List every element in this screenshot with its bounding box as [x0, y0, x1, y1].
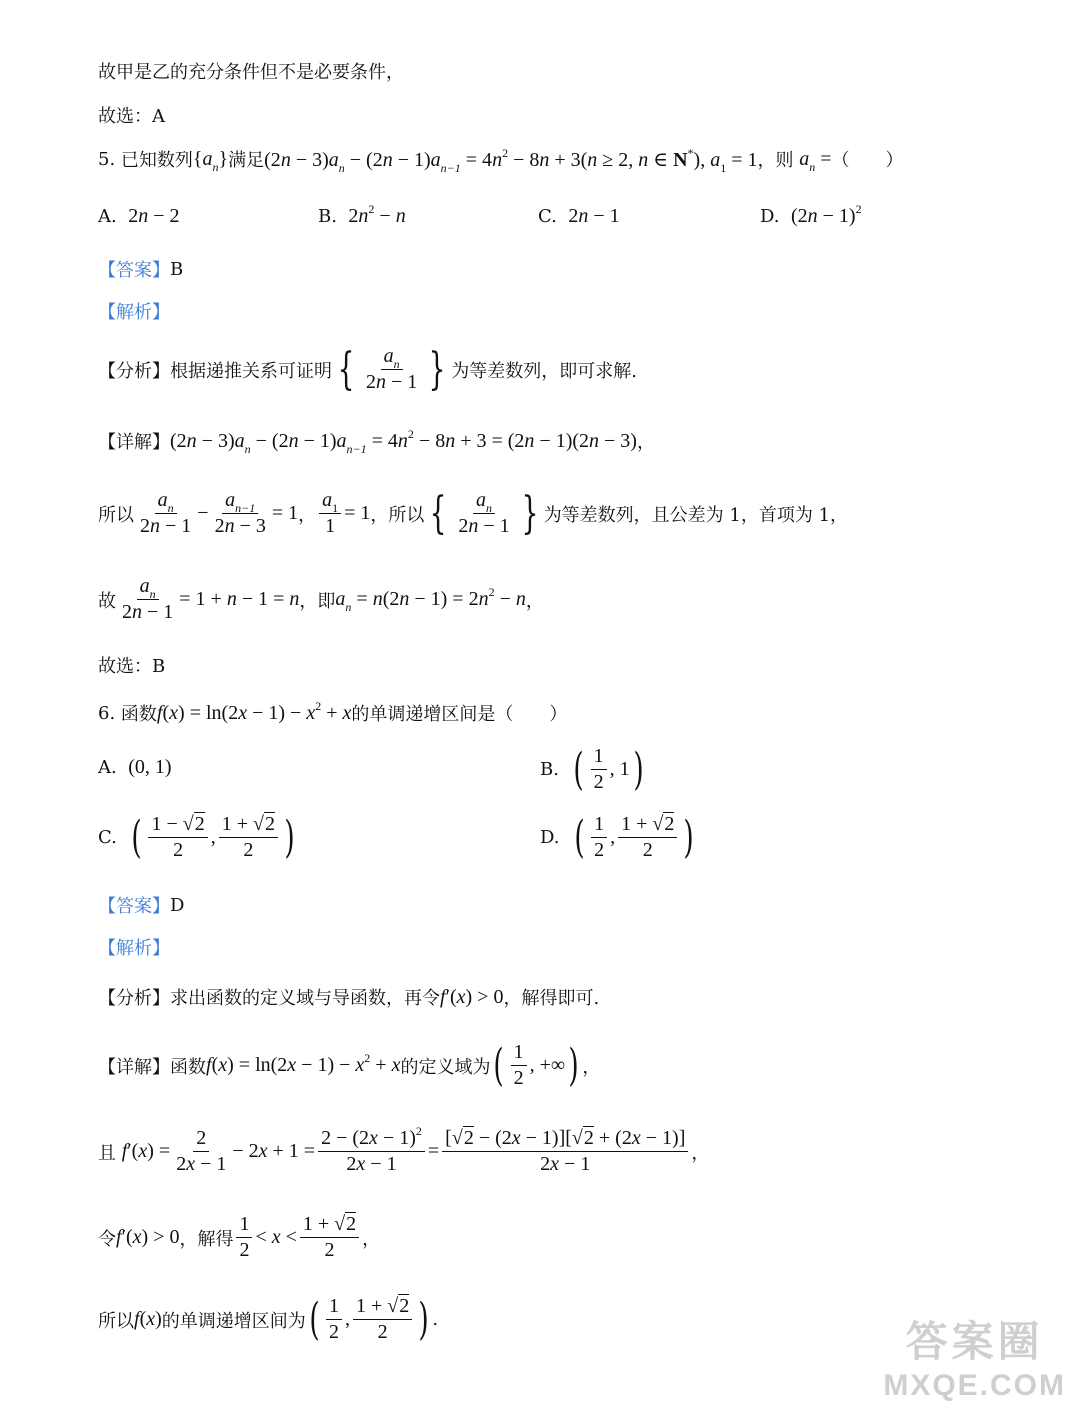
q5-step-2: 所以 $\frac{a_n}{2n - 1}$ − $\frac{a_{n-1}}{2n - 3}$ = 1 ， $\frac{a_1}{1}$ = 1 ， 所以 { $\frac{a_n}{2n - 1}$ } 为等差数列，且公差为 1，首项为 1， [98, 487, 849, 539]
q6-analysis-tag: 【解析】 [98, 938, 170, 959]
q5-option-d: D. $(2n - 1)^2$ [760, 202, 862, 227]
q6-option-a: A. (0, 1) [98, 756, 172, 778]
prev-conclusion: 故甲是乙的充分条件但不是必要条件， [98, 62, 404, 83]
q5-analysis-tag: 【解析】 [98, 302, 170, 323]
q6-derivative: 且 f′(x) = $\frac{2}{2x - 1}$ − 2x + 1 = $\frac{2 - (2x - 1)^2}{2x - 1}$ = $\frac{[√2 - (2x - 1)][√2 + (2x - 1)]}{2x - 1}$ ， [98, 1124, 710, 1175]
q5-fenxi: 【分析】 根据递推关系可证明 { $\frac{a_n}{2n - 1}$ } 为等差数列，即可求解. [98, 343, 638, 395]
q6-option-b: B. ( $\frac{1}{2}$ , 1 ) [540, 743, 644, 795]
q6-option-d: D. ( $\frac{1}{2}$ , $\frac{1 + √2}{2}$ ) [540, 811, 695, 863]
q6-option-c: C. ( $\frac{1 - √2}{2}$ , $\frac{1 + √2}{2}$ ) [98, 811, 295, 863]
q6-answer: 【答案】 D [98, 894, 185, 917]
q5-option-a: A. 2n − 2 [98, 205, 180, 227]
q5-option-b: B. $2n^2 - n$ [318, 202, 406, 227]
prev-choice: 故选：A [98, 106, 165, 127]
q5-stem: 5. 已知数列 $\{a_n\}$ 满足 $(2n - 3)a_n - (2n - 1)a_{n-1} = 4n^2 - 8n + 3(n \ge 2$, n ∈ N*), $a_1 = 1$ ，则 $a_n$ = （ ） [98, 145, 904, 175]
q5-choice: 故选：B [98, 656, 166, 677]
q6-xiangjie: 【详解】 函数 $f(x) = \ln(2x - 1) - x^2 + x$ 的定义域为 ( $\frac{1}{2}$ , +∞ ) ， [98, 1039, 601, 1091]
q6-solve: 令 f′(x) > 0 ，解得 $\frac{1}{2}$ < x < $\frac{1 + √2}{2}$ ， [98, 1213, 381, 1261]
q5-step-3: 故 $\frac{a_n}{2n - 1}$ = 1 + n − 1 = n ，即 $a_n = n(2n - 1) = 2n^2 - n$ ， [98, 575, 544, 623]
q6-conclusion: 所以 f(x) 的单调递增区间为 ( $\frac{1}{2}$ , $\frac{1 + √2}{2}$ ) . [98, 1293, 439, 1345]
watermark: 答案圈 MXQE.COM [883, 1318, 1066, 1402]
q6-fenxi: 【分析】 求出函数的定义域与导函数，再令 f′(x) > 0 ，解得即可. [98, 985, 600, 1009]
q6-stem: 6. 函数 $f(x) = \ln(2x - 1) - x^2 + x$ 的单调递增区间是（ ） [98, 698, 568, 725]
q5-option-c: C. 2n − 1 [538, 205, 620, 227]
q5-xiangjie: 【详解】 $(2n - 3)a_n - (2n - 1)a_{n-1} = 4n^2 - 8n + 3 = (2n - 1)(2n - 3)$ ， [98, 426, 655, 456]
q5-answer: 【答案】 B [98, 258, 184, 281]
